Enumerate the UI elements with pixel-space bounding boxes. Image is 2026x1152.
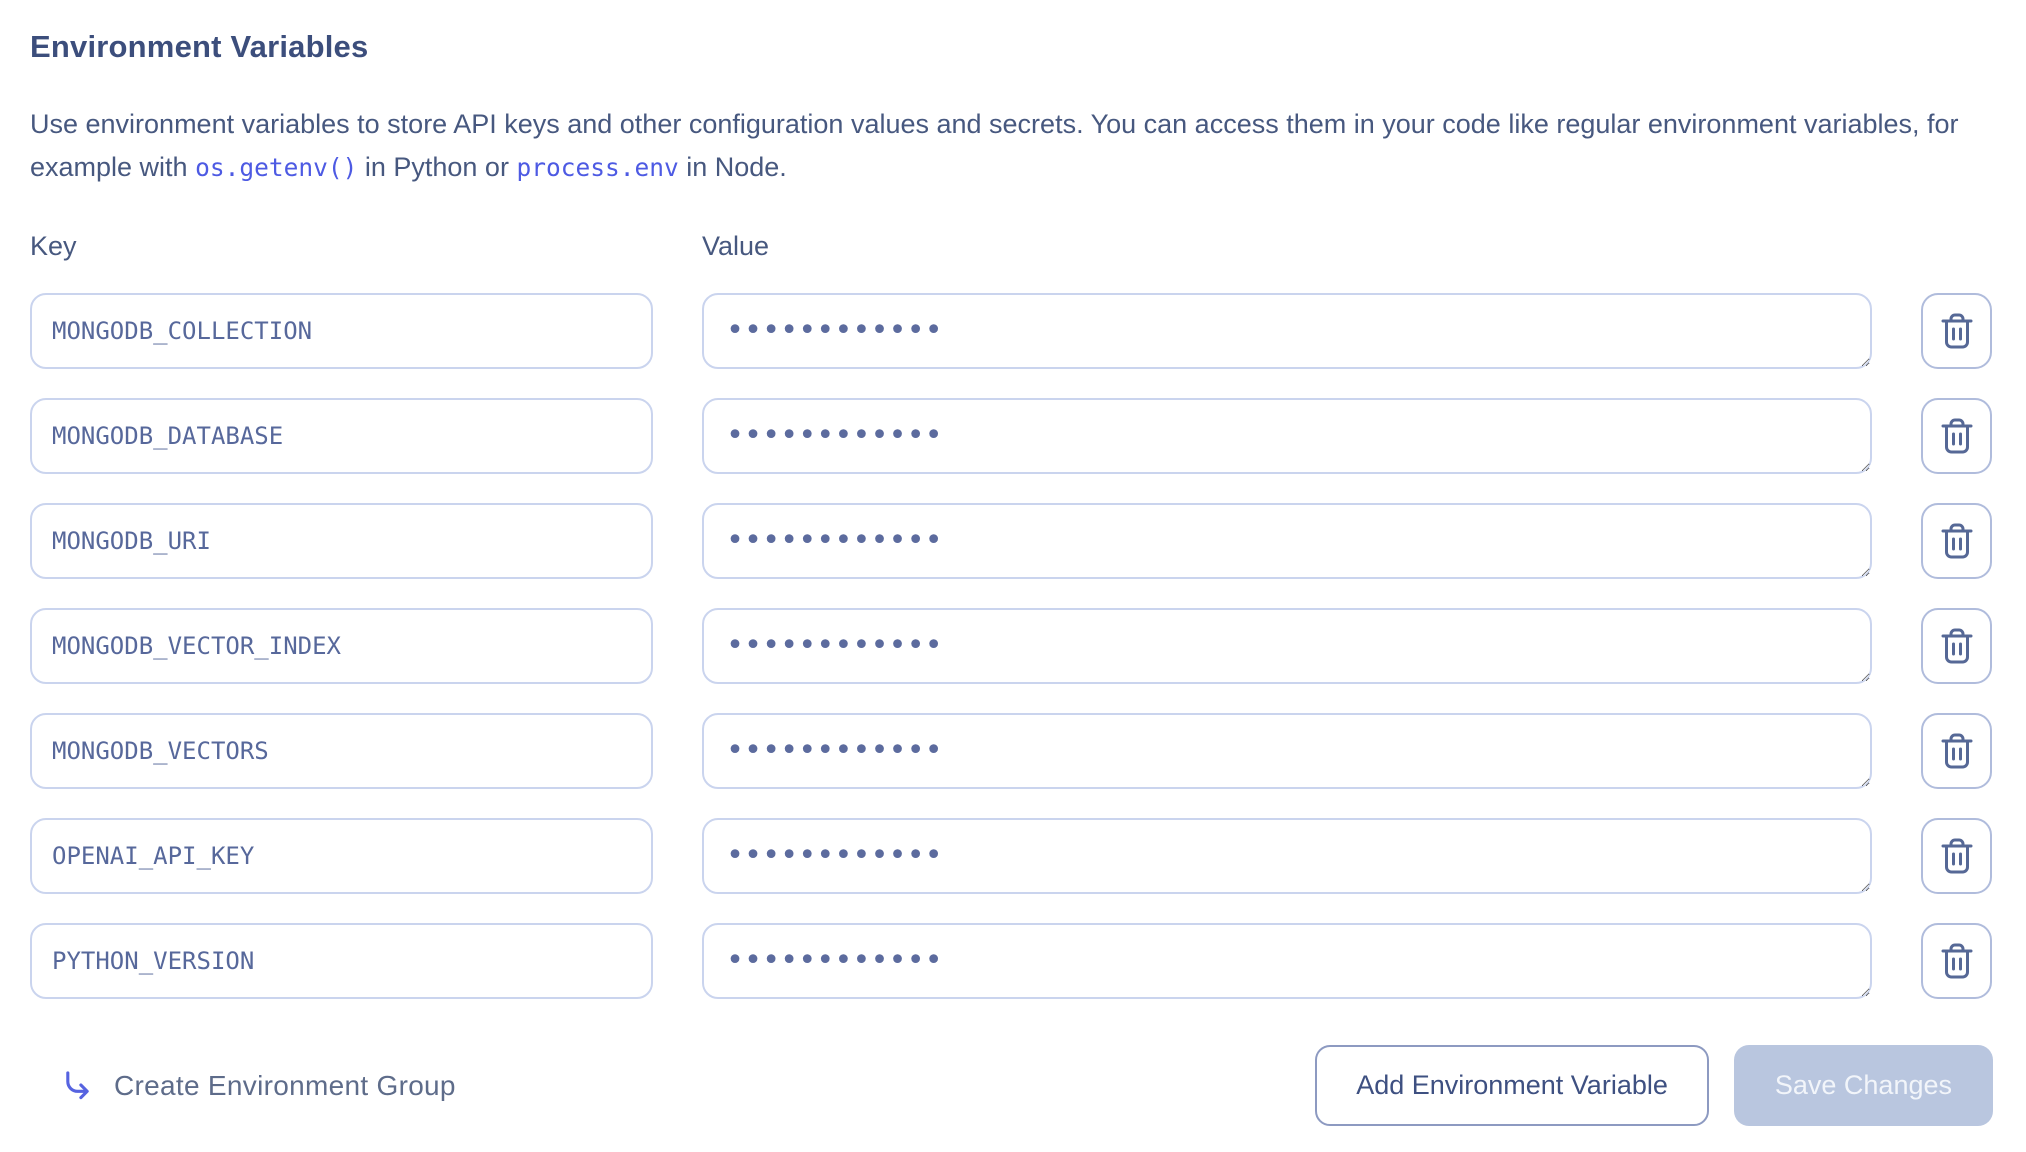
value-column-header: Value	[702, 231, 770, 261]
trash-icon	[1940, 312, 1974, 350]
description-text: Use environment variables to store API keys and other configuration values and secrets. You can access them in your code like regular environment variables, for example with	[30, 109, 1959, 182]
column-headers	[30, 231, 1993, 262]
trash-icon	[1940, 732, 1974, 770]
key-input[interactable]	[30, 713, 653, 789]
trash-icon	[1940, 942, 1974, 980]
create-environment-group-link[interactable]	[62, 1070, 456, 1102]
delete-variable-button[interactable]	[1921, 713, 1992, 789]
delete-variable-button[interactable]	[1921, 923, 1992, 999]
key-input[interactable]	[30, 398, 653, 474]
value-input[interactable]	[702, 503, 1872, 579]
delete-variable-button[interactable]	[1921, 503, 1992, 579]
trash-icon	[1940, 417, 1974, 455]
key-input[interactable]	[30, 608, 653, 684]
page-title: Environment Variables	[30, 29, 369, 64]
value-input[interactable]	[702, 713, 1872, 789]
env-var-row	[30, 818, 1993, 894]
env-var-row	[30, 608, 1993, 684]
delete-variable-button[interactable]	[1921, 293, 1992, 369]
key-input[interactable]	[30, 503, 653, 579]
trash-icon	[1940, 522, 1974, 560]
delete-variable-button[interactable]	[1921, 818, 1992, 894]
env-var-row	[30, 503, 1993, 579]
bottom-action-bar	[30, 1045, 1993, 1126]
env-var-row	[30, 398, 1993, 474]
inline-code-python: os.getenv()	[195, 153, 358, 182]
key-column-header: Key	[30, 231, 77, 261]
description-text: in Node.	[678, 152, 787, 182]
value-input[interactable]	[702, 818, 1872, 894]
description-text: in Python or	[357, 152, 517, 182]
create-environment-group-label: Create Environment Group	[114, 1069, 456, 1101]
env-var-row	[30, 923, 1993, 999]
save-changes-button[interactable]: Save Changes	[1734, 1045, 1993, 1126]
description	[30, 103, 1962, 189]
env-var-row	[30, 713, 1993, 789]
corner-down-right-arrow-icon	[62, 1070, 93, 1101]
value-input[interactable]	[702, 923, 1872, 999]
add-environment-variable-button[interactable]: Add Environment Variable	[1315, 1045, 1709, 1126]
trash-icon	[1940, 627, 1974, 665]
key-input[interactable]	[30, 923, 653, 999]
inline-code-node: process.env	[516, 153, 679, 182]
trash-icon	[1940, 837, 1974, 875]
key-input[interactable]	[30, 293, 653, 369]
env-var-list	[30, 293, 1993, 999]
delete-variable-button[interactable]	[1921, 398, 1992, 474]
value-input[interactable]	[702, 293, 1872, 369]
env-var-row	[30, 293, 1993, 369]
value-input[interactable]	[702, 398, 1872, 474]
key-input[interactable]	[30, 818, 653, 894]
value-input[interactable]	[702, 608, 1872, 684]
delete-variable-button[interactable]	[1921, 608, 1992, 684]
